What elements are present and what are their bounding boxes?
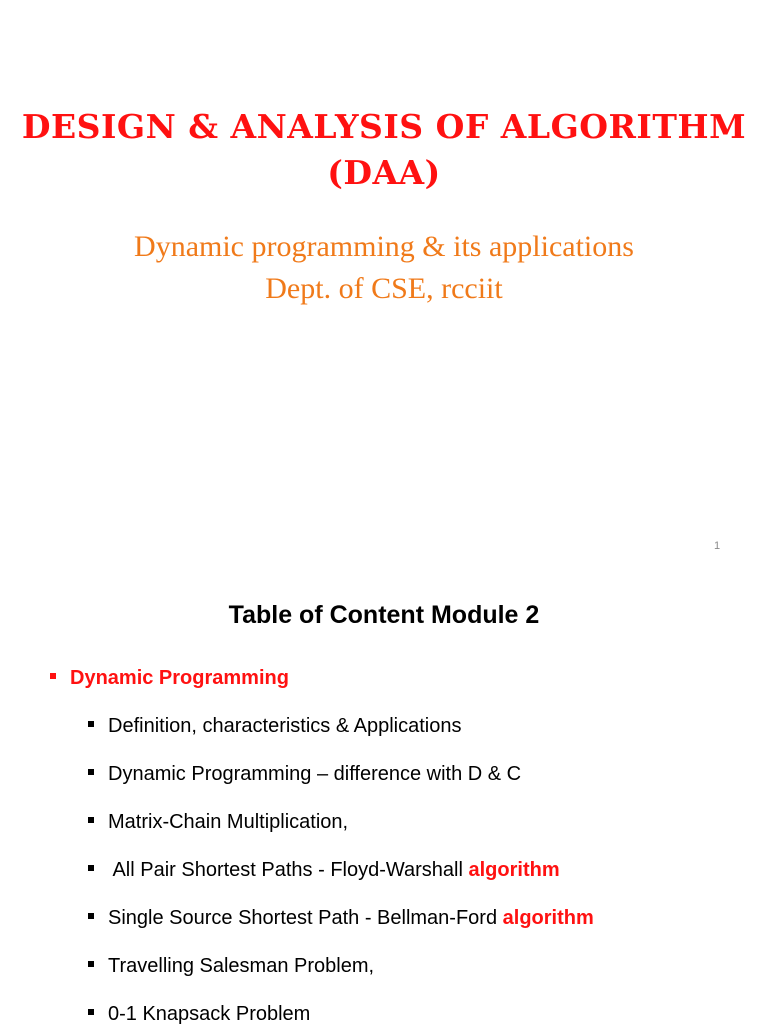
- toc-item-text: 0-1 Knapsack Problem: [108, 1003, 311, 1025]
- toc-item: [88, 760, 521, 788]
- toc-item-text: Definition, characteristics & Applications: [108, 715, 462, 737]
- page-number: 1: [714, 540, 721, 552]
- toc-title: Table of Content Module 2: [228, 601, 540, 629]
- subtitle-line-1: Dynamic programming & its applications: [134, 230, 634, 263]
- toc-item: [88, 712, 462, 740]
- toc-item-text: All Pair Shortest Paths - Floyd-Warshall: [108, 859, 469, 881]
- slide-title: [0, 104, 768, 196]
- toc-section-dynamic-programming: [50, 664, 289, 692]
- slide-title-line-2: (DAA): [327, 153, 441, 192]
- bullet-icon: [88, 865, 94, 871]
- subtitle-line-2: Dept. of CSE, rcciit: [265, 272, 503, 305]
- bullet-icon: [88, 961, 94, 967]
- toc-item-highlight: algorithm: [468, 859, 560, 881]
- bullet-icon: [88, 769, 94, 775]
- toc-item-text: Single Source Shortest Path - Bellman-Ford: [108, 907, 503, 929]
- toc-item-text: Travelling Salesman Problem,: [108, 955, 375, 977]
- toc-item: [88, 952, 374, 980]
- slide-subtitle: [0, 226, 768, 310]
- toc-item: [88, 904, 594, 932]
- slide-title-line-1: DESIGN & ANALYSIS OF ALGORITHM: [21, 107, 747, 146]
- toc-item-highlight: algorithm: [502, 907, 594, 929]
- toc-item-text: Matrix-Chain Multiplication,: [108, 811, 349, 833]
- bullet-icon: [88, 817, 94, 823]
- toc-item: [88, 856, 560, 884]
- slide-2: [0, 576, 768, 1024]
- toc-item: [88, 808, 348, 836]
- toc-item-text: Dynamic Programming – difference with D & C: [108, 763, 522, 785]
- bullet-icon: [88, 913, 94, 919]
- bullet-icon: [50, 673, 56, 679]
- bullet-icon: [88, 1009, 94, 1015]
- bullet-icon: [88, 721, 94, 727]
- toc-section-label: Dynamic Programming: [70, 667, 289, 689]
